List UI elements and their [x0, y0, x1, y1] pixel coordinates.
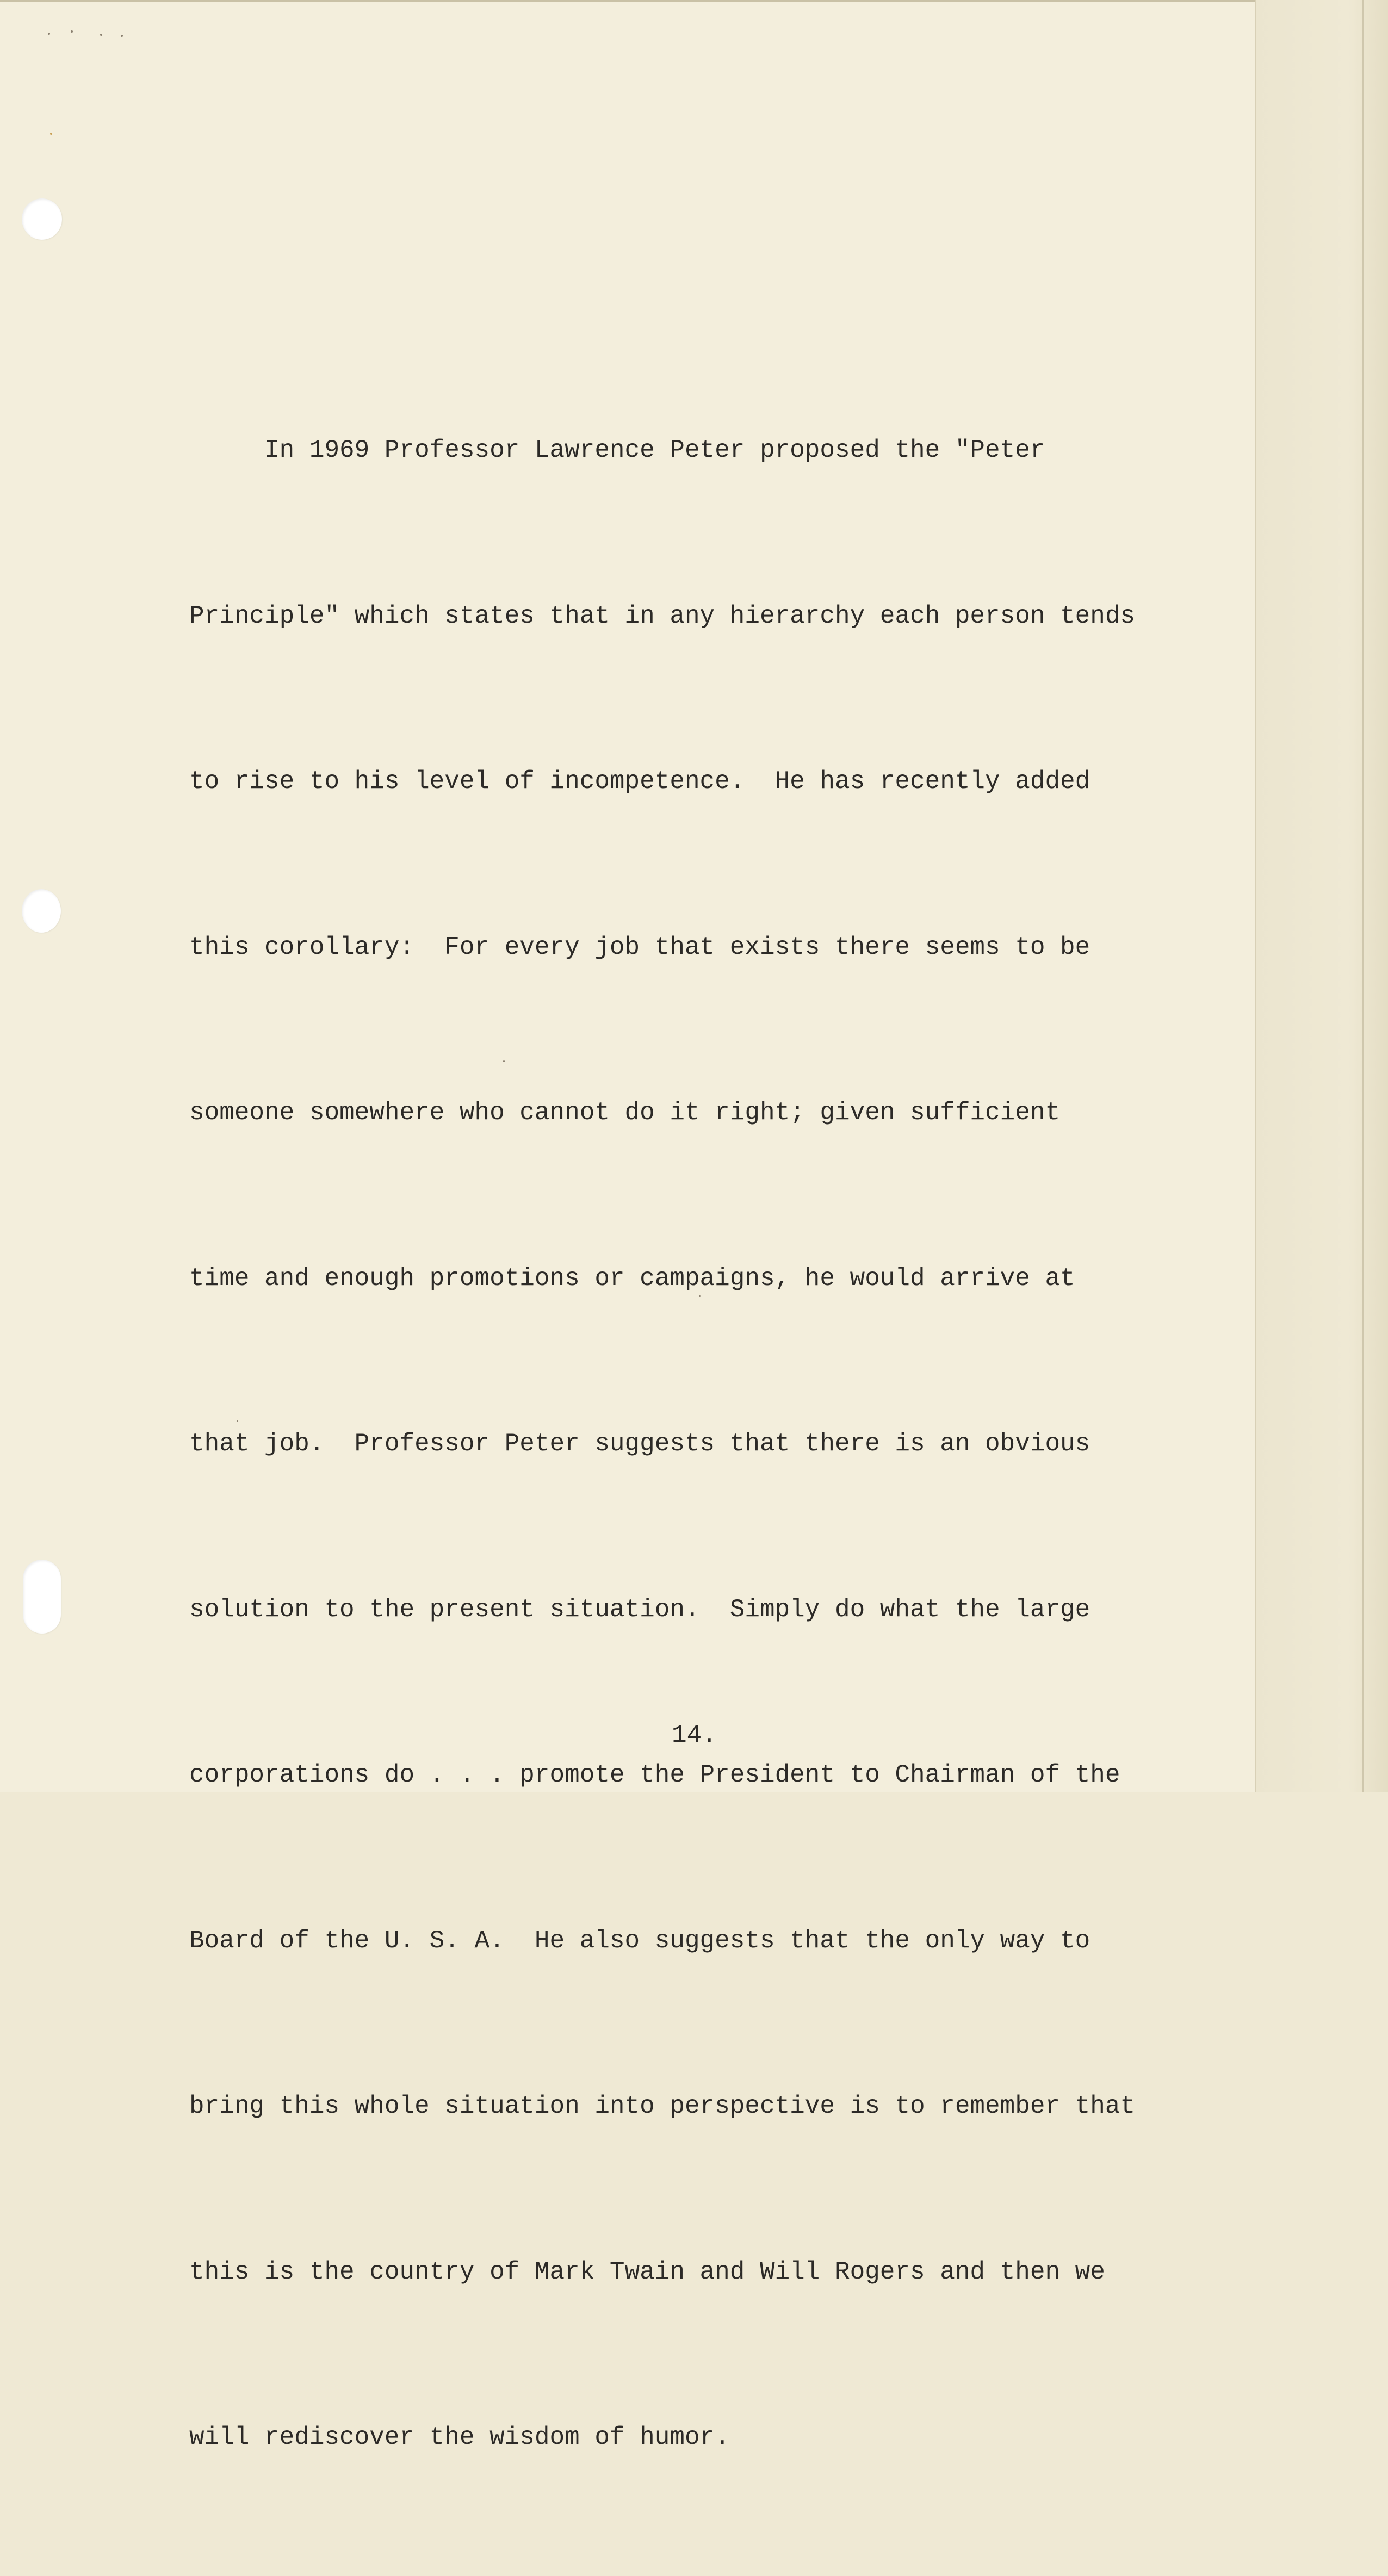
punch-hole-top [22, 198, 62, 240]
paper-speck [71, 30, 73, 33]
text-line: will rediscover the wisdom of humor. [189, 2423, 730, 2451]
text-line: this corollary: For every job that exists there seems to be [189, 933, 1090, 961]
text-line: someone somewhere who cannot do it right; given sufficient [189, 1098, 1061, 1127]
text-line: this is the country of Mark Twain and Will Rogers and then we [189, 2257, 1105, 2286]
punch-hole-middle [22, 889, 61, 933]
paper-speck [100, 34, 102, 36]
next-sheet-edge [1255, 0, 1388, 1792]
page-number: 14. [672, 1721, 717, 1749]
body-paragraph [189, 313, 1250, 2576]
sheet-border-line [1362, 0, 1364, 1792]
text-line: time and enough promotions or campaigns, he would arrive at [189, 1264, 1075, 1293]
paper-speck [121, 35, 123, 37]
paper-speck [50, 133, 52, 135]
page-top-edge [0, 0, 1387, 2]
text-line: to rise to his level of incompetence. He has recently added [189, 767, 1090, 796]
text-line: Board of the U. S. A. He also suggests that the only way to [189, 1926, 1090, 1955]
punch-hole-bottom [23, 1560, 61, 1634]
text-line: bring this whole situation into perspective is to remember that [189, 2092, 1136, 2120]
text-line: corporations do . . . promote the President to Chairman of the [189, 1761, 1120, 1789]
text-line: that job. Professor Peter suggests that there is an obvious [189, 1430, 1090, 1458]
paper-speck [48, 33, 50, 35]
text-line: In 1969 Professor Lawrence Peter proposed the "Peter [189, 436, 1045, 464]
text-line: Principle" which states that in any hierarchy each person tends [189, 601, 1136, 630]
text-line: solution to the present situation. Simply do what the large [189, 1595, 1090, 1624]
